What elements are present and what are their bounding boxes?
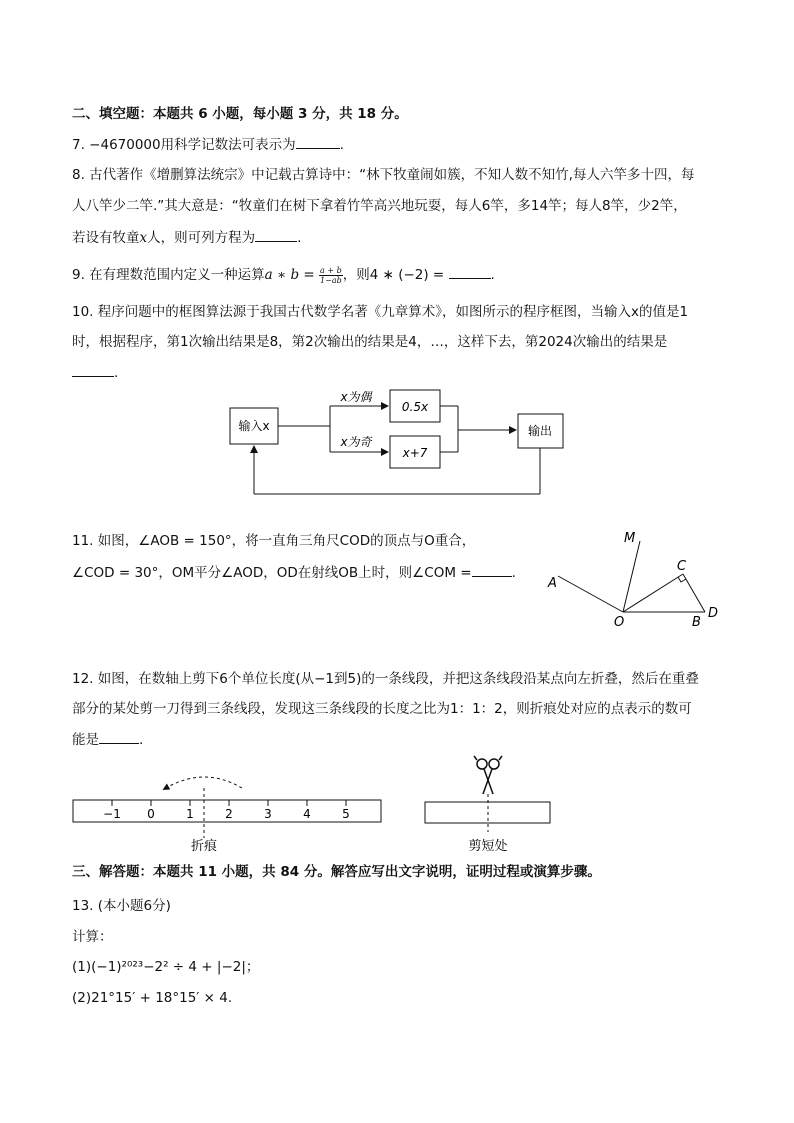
q13-part1: (1)(−1)²⁰²³−2² ÷ 4 + |−2|；: [72, 959, 260, 975]
numberline-tick-label: 3: [264, 807, 272, 821]
flow-even-label: x为偶: [340, 390, 372, 404]
q7-end: .: [339, 137, 344, 153]
q7-answer-blank[interactable]: [296, 134, 340, 149]
numberline-tick-label: 0: [147, 807, 155, 821]
scissors-icon: [474, 756, 502, 794]
q10-answer-blank[interactable]: [72, 362, 114, 377]
q8-line3-b: 人，则可列方程为: [147, 230, 256, 246]
q9-answer-blank[interactable]: [449, 264, 491, 279]
q8-end: .: [297, 230, 302, 246]
numberline-figure: [70, 752, 560, 858]
label-O: O: [614, 615, 625, 630]
angle-figure: [540, 525, 730, 630]
q10-line1: 10. 程序问题中的框图算法源于我国古代数学名著《九章算术》，如图所示的程序框图，当输入x的值是1: [72, 304, 689, 320]
label-D: D: [708, 606, 719, 621]
label-B: B: [692, 615, 701, 630]
q13-instruction: 计算：: [72, 929, 113, 945]
label-M: M: [624, 531, 636, 546]
numberline-tick-label: 1: [186, 807, 194, 821]
numberline-tick-label: 4: [303, 807, 311, 821]
segment-OC: [623, 574, 683, 612]
flow-odd-box-label: x+7: [402, 446, 428, 460]
q12-line2: 部分的某处剪一刀得到三条线段，发现这三条线段的长度之比为1：1：2，则折痕处对应的点表示的数可: [72, 701, 692, 717]
q8-line3-a: 若设有牧童: [72, 230, 140, 246]
q11-line2: [72, 562, 516, 583]
ray-OA: [558, 576, 623, 612]
q8-answer-blank[interactable]: [255, 227, 297, 242]
q9-fraction: [319, 266, 343, 285]
question-7: [72, 134, 344, 155]
section2-header: 二、填空题：本题共 6 小题，每小题 3 分，共 18 分。: [72, 106, 408, 122]
question-9: [72, 264, 495, 285]
q8-line3: [72, 227, 301, 248]
q8-line2: 人八竿少二竿.”其大意是：“牧童们在树下拿着竹竿高兴地玩耍，每人6竿，多14竿；每人8竿，少2竿，: [72, 198, 687, 214]
q12-answer-blank[interactable]: [99, 729, 139, 744]
q8-variable: x: [139, 230, 148, 246]
q9-prefix: 9. 在有理数范围内定义一种运算: [72, 267, 265, 283]
q7-text: 7. −4670000用科学记数法可表示为: [72, 137, 296, 153]
ray-OM: [623, 541, 640, 612]
q11-line2-text: ∠COD = 30°，OM平分∠AOD，OD在射线OB上时，则∠COM =: [72, 565, 472, 581]
q8-line1: 8. 古代著作《增删算法统宗》中记载古算诗中：“林下牧童闹如簇，不知人数不知竹,每人六竿多十四，每: [72, 167, 695, 183]
q11-line1: 11. 如图，∠AOB = 150°，将一直角三角尺COD的顶点与O重合，: [72, 533, 476, 549]
q12-end: .: [139, 732, 144, 748]
q11-answer-blank[interactable]: [472, 562, 512, 577]
cut-caption: 剪短处: [468, 839, 508, 854]
q12-line3: [72, 729, 143, 750]
q12-line3-text: 能是: [72, 732, 99, 748]
q9-mid: ，则4 ∗ (−2) =: [342, 267, 445, 283]
flowchart: [220, 380, 580, 505]
q13-part2: (2)21°15′ + 18°15′ × 4.: [72, 990, 233, 1006]
q9-end: .: [490, 267, 495, 283]
numberline-tick-label: −1: [103, 807, 121, 821]
q10-line2: 时，根据程序，第1次输出结果是8，第2次输出的结果是4，…，这样下去，第2024次输出的结果是: [72, 334, 668, 350]
flow-odd-label: x为奇: [340, 435, 372, 449]
numberline-ticks: [103, 800, 350, 821]
q11-end: .: [511, 565, 516, 581]
q10-end: .: [114, 365, 119, 381]
flow-input-label: 输入x: [238, 419, 270, 433]
q9-expr: a ∗ b =: [264, 267, 315, 283]
q10-line3: [72, 362, 118, 383]
fold-caption: 折痕: [190, 839, 218, 854]
flow-output-label: 输出: [527, 424, 553, 438]
q9-frac-den: 1−ab: [320, 275, 342, 285]
q12-line1: 12. 如图，在数轴上剪下6个单位长度(从−1到5)的一条线段，并把这条线段沿某点向左折叠，然后在重叠: [72, 671, 699, 687]
label-A: A: [548, 576, 557, 591]
flow-even-box-label: 0.5x: [401, 400, 429, 414]
label-C: C: [677, 559, 687, 574]
numberline-tick-label: 2: [225, 807, 233, 821]
segment-CD: [683, 574, 705, 612]
q9-frac-num: a + b: [320, 265, 342, 275]
q13-title: 13. (本小题6分): [72, 898, 171, 914]
section3-header: 三、解答题：本题共 11 小题，共 84 分。解答应写出文字说明，证明过程或演算步骤。: [72, 864, 601, 880]
fold-arrow: [166, 777, 242, 788]
numberline-tick-label: 5: [342, 807, 350, 821]
